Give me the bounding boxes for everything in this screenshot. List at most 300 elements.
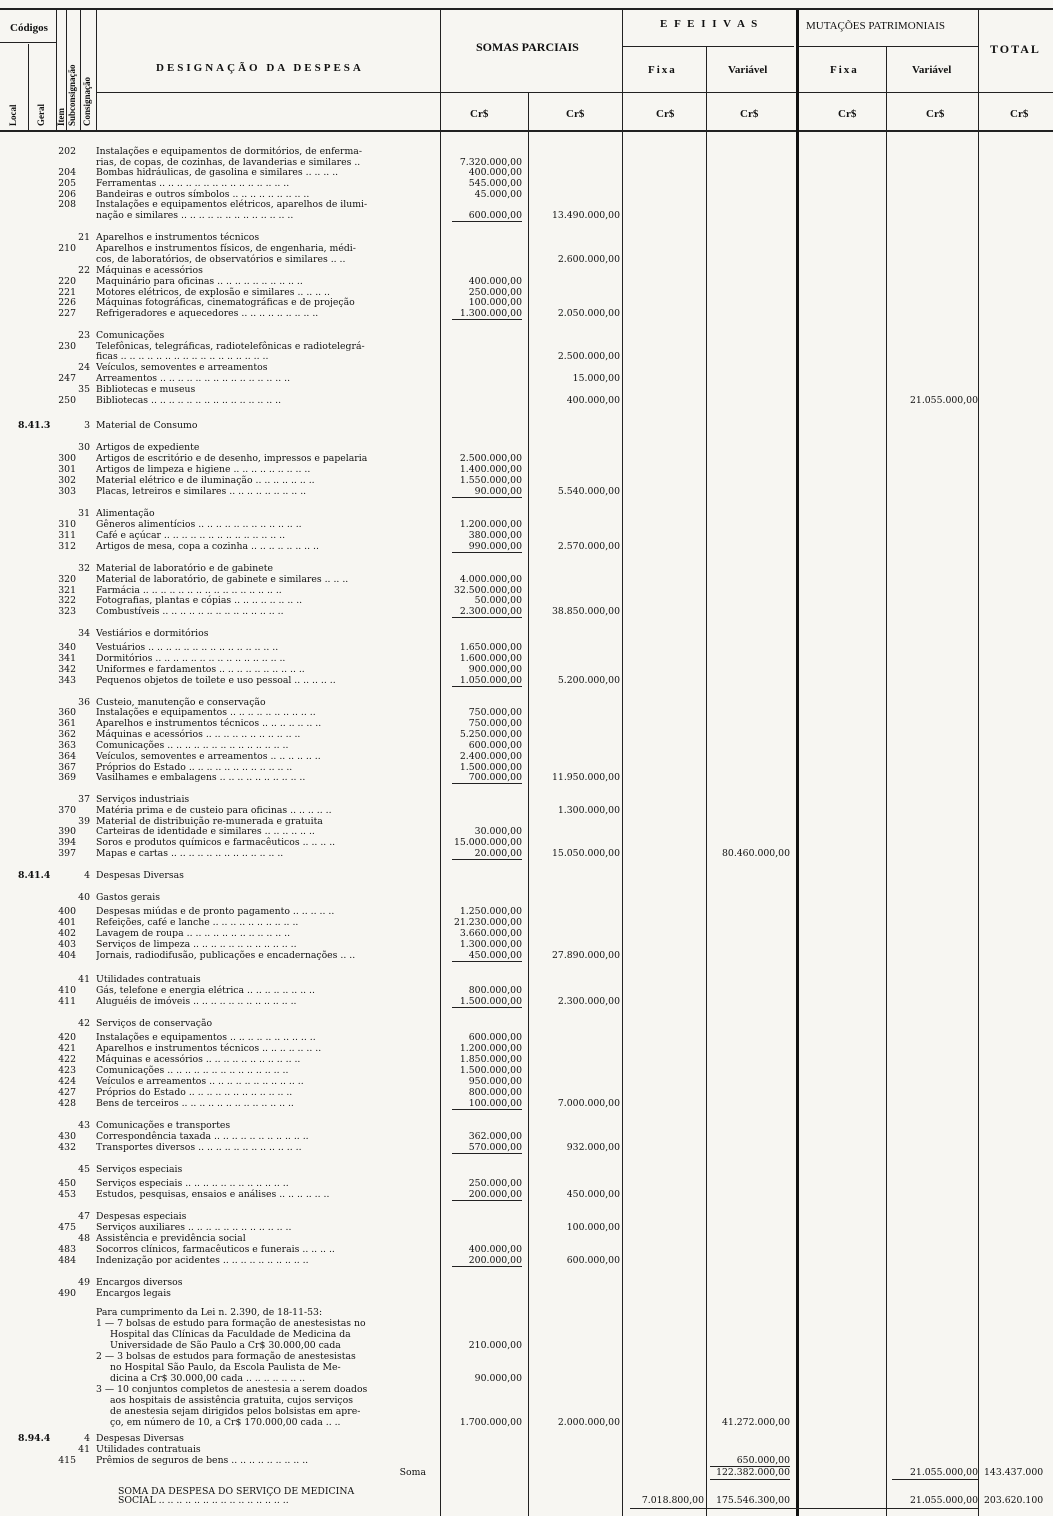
expense-description: Artigos de escritório e de desenho, impressos e papelaria xyxy=(96,453,368,464)
local-code: 8.94.4 xyxy=(18,1433,51,1444)
item-code: 400 xyxy=(58,906,76,917)
item-code: 311 xyxy=(58,530,76,541)
item-code: 226 xyxy=(58,297,76,308)
efetivas-variavel-value: 41.272.000,00 xyxy=(721,1417,790,1428)
partial-sum-1: 21.230.000,00 xyxy=(453,917,522,928)
partial-sum-1: 1.700.000,00 xyxy=(459,1417,522,1428)
item-code: 411 xyxy=(58,996,76,1007)
unit-label: Cr$ xyxy=(740,108,759,120)
group-code: 4 xyxy=(84,870,90,881)
expense-description: Máquinas e acessórios xyxy=(96,265,203,276)
expense-description: Refeições, café e lanche .. .. .. .. .. .. .. .. .. .. xyxy=(96,917,299,928)
item-code: 453 xyxy=(58,1189,76,1200)
group-code: 39 xyxy=(78,816,90,827)
fixa-efetivas: Fixa xyxy=(648,64,677,76)
expense-description: Telefônicas, telegráficas, radiotelefônicas e radiotelegrá- xyxy=(96,341,365,352)
partial-sum-1: 2.500.000,00 xyxy=(459,453,522,464)
item-code: 484 xyxy=(58,1255,76,1266)
partial-sum-1: 1.400.000,00 xyxy=(459,464,522,475)
col-line-desig xyxy=(96,10,97,130)
expense-description: Despesas especiais xyxy=(96,1211,187,1222)
local-code: 8.41.4 xyxy=(18,870,51,881)
unit-label: Cr$ xyxy=(926,108,945,120)
expense-description: Mapas e cartas .. .. .. .. .. .. .. .. .. .. .. .. .. xyxy=(96,848,284,859)
expense-description: Refrigeradores e aquecedores .. .. .. .. .. .. .. .. .. xyxy=(96,308,319,319)
somas-header: SOMAS PARCIAIS xyxy=(476,40,579,54)
partial-sum-2: 15.000,00 xyxy=(572,373,620,384)
partial-sum-1: 1.650.000,00 xyxy=(459,642,522,653)
partial-sum-1: 4.000.000,00 xyxy=(459,574,522,585)
soma-total: 143.437.000 xyxy=(984,1467,1044,1478)
group-code: 43 xyxy=(78,1120,90,1131)
item-code: 202 xyxy=(58,146,76,157)
expense-description: Veículos e arreamentos .. .. .. .. .. .. .. .. .. .. .. xyxy=(96,1076,304,1087)
expense-description: Aluguéis de imóveis .. .. .. .. .. .. .. .. .. .. .. .. xyxy=(96,996,297,1007)
code-col-cons: Consignação xyxy=(82,76,92,126)
expense-description: Transportes diversos .. .. .. .. .. .. .. .. .. .. .. .. xyxy=(96,1142,302,1153)
item-code: 424 xyxy=(58,1076,76,1087)
item-code: 340 xyxy=(58,642,76,653)
group-code: 48 xyxy=(78,1233,90,1244)
partial-sum-1: 400.000,00 xyxy=(468,276,522,287)
fixa-mutacoes: Fixa xyxy=(830,64,859,76)
item-code: 206 xyxy=(58,189,76,200)
item-code: 250 xyxy=(58,395,76,406)
expense-description: Alimentação xyxy=(96,508,155,519)
expense-description: Estudos, pesquisas, ensaios e análises .. .. .. .. .. .. xyxy=(96,1189,330,1200)
subtotal-rule xyxy=(452,319,522,320)
item-code: 343 xyxy=(58,675,76,686)
partial-sum-1: 250.000,00 xyxy=(468,1178,522,1189)
expense-description: Encargos diversos xyxy=(96,1277,183,1288)
col-line-mutacoes-var xyxy=(886,46,887,1516)
item-code: 422 xyxy=(58,1054,76,1065)
partial-sum-2: 2.570.000,00 xyxy=(557,541,620,552)
partial-sum-2: 2.000.000,00 xyxy=(557,1417,620,1428)
partial-sum-1: 600.000,00 xyxy=(468,210,522,221)
group-code: 3 xyxy=(84,420,90,431)
expense-description: Uniformes e fardamentos .. .. .. .. .. .. .. .. .. .. xyxy=(96,664,305,675)
subtotal-rule xyxy=(452,497,522,498)
expense-description: Material elétrico e de iluminação .. .. .. .. .. .. .. xyxy=(96,475,315,486)
item-code: 302 xyxy=(58,475,76,486)
subtotal-rule xyxy=(452,859,522,860)
partial-sum-1: 1.200.000,00 xyxy=(459,1043,522,1054)
expense-description: Motores elétricos, de explosão e similares .. .. .. .. xyxy=(96,287,330,298)
partial-sum-1: 20.000,00 xyxy=(474,848,522,859)
final-title-2: SOCIAL .. .. .. .. .. .. .. .. .. .. .. .. .. .. .. xyxy=(118,1495,289,1506)
header-rule-mutacoes xyxy=(798,46,978,47)
expense-description: Serviços industriais xyxy=(96,794,190,805)
local-code: 8.41.3 xyxy=(18,420,51,431)
partial-sum-1: 1.300.000,00 xyxy=(459,308,522,319)
item-code: 342 xyxy=(58,664,76,675)
group-code: 47 xyxy=(78,1211,90,1222)
partial-sum-1: 200.000,00 xyxy=(468,1255,522,1266)
partial-sum-1: 362.000,00 xyxy=(468,1131,522,1142)
item-code: 420 xyxy=(58,1032,76,1043)
expense-description: Máquinas e acessórios .. .. .. .. .. .. .. .. .. .. .. xyxy=(96,1054,301,1065)
expense-description: Dormitórios .. .. .. .. .. .. .. .. .. .. .. .. .. .. .. xyxy=(96,653,286,664)
expense-description: Comunicações .. .. .. .. .. .. .. .. .. .. .. .. .. .. xyxy=(96,1065,289,1076)
expense-description: aos hospitais de assistência gratuita, cujos serviços xyxy=(110,1395,354,1406)
partial-sum-1: 2.400.000,00 xyxy=(459,751,522,762)
partial-sum-1: 15.000.000,00 xyxy=(453,837,522,848)
item-code: 361 xyxy=(58,718,76,729)
item-code: 402 xyxy=(58,928,76,939)
expense-description: cos, de laboratórios, de observatórios e similares .. .. xyxy=(96,254,346,265)
efetivas-header: E F E I I V A S xyxy=(660,18,760,30)
partial-sum-2: 7.000.000,00 xyxy=(557,1098,620,1109)
partial-sum-2: 11.950.000,00 xyxy=(551,772,620,783)
partial-sum-2: 2.300.000,00 xyxy=(557,996,620,1007)
expense-description: Encargos legais xyxy=(96,1288,171,1299)
item-code: 341 xyxy=(58,653,76,664)
expense-description: Aparelhos e instrumentos físicos, de engenharia, médi- xyxy=(96,243,356,254)
header-bottom-rule xyxy=(0,130,1053,132)
expense-description: Bombas hidráulicas, de gasolina e similares .. .. .. .. xyxy=(96,167,339,178)
partial-sum-1: 570.000,00 xyxy=(468,1142,522,1153)
item-code: 360 xyxy=(58,707,76,718)
partial-sum-1: 7.320.000,00 xyxy=(459,157,522,168)
expense-description: 2 — 3 bolsas de estudos para formação de anestesistas xyxy=(96,1351,356,1362)
partial-sum-1: 990.000,00 xyxy=(468,541,522,552)
partial-sum-2: 38.850.000,00 xyxy=(551,606,620,617)
item-code: 397 xyxy=(58,848,76,859)
partial-sum-1: 250.000,00 xyxy=(468,287,522,298)
item-code: 432 xyxy=(58,1142,76,1153)
item-code: 321 xyxy=(58,585,76,596)
expense-description: Utilidades contratuais xyxy=(96,974,201,985)
partial-sum-1: 750.000,00 xyxy=(468,718,522,729)
expense-description: Próprios do Estado .. .. .. .. .. .. .. .. .. .. .. .. xyxy=(96,762,293,773)
expense-description: Maquinário para oficinas .. .. .. .. .. .. .. .. .. .. xyxy=(96,276,303,287)
partial-sum-1: 2.300.000,00 xyxy=(459,606,522,617)
partial-sum-1: 5.250.000,00 xyxy=(459,729,522,740)
top-rule xyxy=(0,8,1053,10)
col-line-subcons xyxy=(80,10,81,130)
unit-label: Cr$ xyxy=(656,108,675,120)
partial-sum-2: 600.000,00 xyxy=(566,1255,620,1266)
group-code: 21 xyxy=(78,232,90,243)
partial-sum-2: 450.000,00 xyxy=(566,1189,620,1200)
partial-sum-1: 900.000,00 xyxy=(468,664,522,675)
partial-sum-2: 1.300.000,00 xyxy=(557,805,620,816)
subtotal-rule xyxy=(452,552,522,553)
partial-sum-2: 2.500.000,00 xyxy=(557,351,620,362)
partial-sum-2: 100.000,00 xyxy=(566,1222,620,1233)
expense-description: Farmácia .. .. .. .. .. .. .. .. .. .. .. .. .. .. .. .. xyxy=(96,585,282,596)
expense-description: Instalações e equipamentos .. .. .. .. .. .. .. .. .. .. xyxy=(96,707,316,718)
item-code: 415 xyxy=(58,1455,76,1466)
expense-description: Hospital das Clínicas da Faculdade de Medicina da xyxy=(110,1329,351,1340)
code-col-subcons: Subconsignação xyxy=(67,64,77,126)
expense-description: Serviços especiais .. .. .. .. .. .. .. .. .. .. .. .. xyxy=(96,1178,289,1189)
subtotal-rule xyxy=(452,1153,522,1154)
subtotal-rule xyxy=(452,961,522,962)
expense-description: Universidade de São Paulo a Cr$ 30.000,00 cada xyxy=(110,1340,341,1351)
expense-description: Artigos de expediente xyxy=(96,442,200,453)
subtotal-rule xyxy=(452,617,522,618)
expense-description: ficas .. .. .. .. .. .. .. .. .. .. .. .. .. .. .. .. .. xyxy=(96,351,269,362)
expense-description: Bens de terceiros .. .. .. .. .. .. .. .. .. .. .. .. .. xyxy=(96,1098,294,1109)
expense-description: no Hospital São Paulo, da Escola Paulista de Me- xyxy=(110,1362,341,1373)
expense-description: Fotografias, plantas e cópias .. .. .. .. .. .. .. .. xyxy=(96,595,303,606)
item-code: 312 xyxy=(58,541,76,552)
expense-description: de anestesia sejam dirigidos pelos bolsistas em apre- xyxy=(110,1406,361,1417)
expense-description: Arreamentos .. .. .. .. .. .. .. .. .. .. .. .. .. .. .. xyxy=(96,373,291,384)
partial-sum-1: 700.000,00 xyxy=(468,772,522,783)
expense-description: Veículos, semoventes e arreamentos xyxy=(96,362,268,373)
expense-description: Carteiras de identidade e similares .. .. .. .. .. .. xyxy=(96,826,315,837)
group-code: 41 xyxy=(78,1444,90,1455)
item-code: 410 xyxy=(58,985,76,996)
expense-description: Pequenos objetos de toilete e uso pessoal .. .. .. .. .. xyxy=(96,675,336,686)
unit-label: Cr$ xyxy=(1010,108,1029,120)
item-code: 390 xyxy=(58,826,76,837)
expense-description: Máquinas fotográficas, cinematográficas e de projeção xyxy=(96,297,355,308)
item-code: 363 xyxy=(58,740,76,751)
final-rule xyxy=(630,1508,978,1509)
item-code: 367 xyxy=(58,762,76,773)
expense-description: 1 — 7 bolsas de estudo para formação de anestesistas no xyxy=(96,1318,366,1329)
expense-description: Para cumprimento da Lei n. 2.390, de 18-11-53: xyxy=(96,1307,323,1318)
col-line-efetivas-var xyxy=(706,46,707,1516)
subtotal-rule xyxy=(452,686,522,687)
item-code: 362 xyxy=(58,729,76,740)
item-code: 210 xyxy=(58,243,76,254)
item-code: 204 xyxy=(58,167,76,178)
expense-description: Veículos, semoventes e arreamentos .. .. .. .. .. .. xyxy=(96,751,321,762)
item-code: 475 xyxy=(58,1222,76,1233)
item-code: 230 xyxy=(58,341,76,352)
item-code: 247 xyxy=(58,373,76,384)
expense-description: Lavagem de roupa .. .. .. .. .. .. .. .. .. .. .. .. xyxy=(96,928,291,939)
expense-description: Utilidades contratuais xyxy=(96,1444,201,1455)
partial-sum-1: 1.250.000,00 xyxy=(459,906,522,917)
designacao-header: DESIGNAÇÃO DA DESPESA xyxy=(156,62,364,74)
expense-description: Material de Consumo xyxy=(96,420,198,431)
partial-sum-1: 750.000,00 xyxy=(468,707,522,718)
subtotal-rule xyxy=(452,221,522,222)
expense-description: Despesas Diversas xyxy=(96,1433,184,1444)
header-rule-desig xyxy=(96,92,440,93)
partial-sum-1: 450.000,00 xyxy=(468,950,522,961)
subtotal-rule xyxy=(452,1109,522,1110)
expense-description: Vestuários .. .. .. .. .. .. .. .. .. .. .. .. .. .. .. xyxy=(96,642,279,653)
partial-sum-1: 1.850.000,00 xyxy=(459,1054,522,1065)
expense-description: Correspondência taxada .. .. .. .. .. .. .. .. .. .. .. xyxy=(96,1131,309,1142)
partial-sum-1: 1.300.000,00 xyxy=(459,939,522,950)
codigos-label: Códigos xyxy=(10,22,48,34)
expense-description: ço, em número de 10, a Cr$ 170.000,00 cada .. .. xyxy=(110,1417,341,1428)
partial-sum-1: 3.660.000,00 xyxy=(459,928,522,939)
partial-sum-1: 1.500.000,00 xyxy=(459,996,522,1007)
expense-description: Instalações e equipamentos elétricos, aparelhos de ilumi- xyxy=(96,199,368,210)
mutacoes-header: MUTAÇÕES PATRIMONIAIS xyxy=(806,20,945,32)
partial-sum-2: 5.540.000,00 xyxy=(557,486,620,497)
expense-description: Gêneros alimentícios .. .. .. .. .. .. .. .. .. .. .. .. xyxy=(96,519,302,530)
expense-description: Despesas miúdas e de pronto pagamento .. .. .. .. .. xyxy=(96,906,335,917)
expense-description: Serviços especiais xyxy=(96,1164,183,1175)
col-line-local xyxy=(28,44,29,130)
item-code: 404 xyxy=(58,950,76,961)
efetivas-variavel-value: 80.460.000,00 xyxy=(721,848,790,859)
partial-sum-1: 90.000,00 xyxy=(474,1373,522,1384)
group-code: 24 xyxy=(78,362,90,373)
partial-sum-1: 1.050.000,00 xyxy=(459,675,522,686)
item-code: 310 xyxy=(58,519,76,530)
partial-sum-1: 32.500.000,00 xyxy=(453,585,522,596)
partial-sum-2: 932.000,00 xyxy=(566,1142,620,1153)
expense-description: Máquinas e acessórios .. .. .. .. .. .. .. .. .. .. .. xyxy=(96,729,301,740)
final-efetivas-fixa: 7.018.800,00 xyxy=(641,1495,704,1506)
item-code: 205 xyxy=(58,178,76,189)
expense-description: nação e similares .. .. .. .. .. .. .. .. .. .. .. .. .. xyxy=(96,210,294,221)
group-code: 36 xyxy=(78,697,90,708)
expense-description: 3 — 10 conjuntos completos de anestesia a serem doados xyxy=(96,1384,368,1395)
group-code: 32 xyxy=(78,563,90,574)
item-code: 423 xyxy=(58,1065,76,1076)
subtotal-rule xyxy=(452,1200,522,1201)
soma-mutacoes-variavel: 21.055.000,00 xyxy=(909,1467,978,1478)
expense-description: Artigos de limpeza e higiene .. .. .. .. .. .. .. .. .. xyxy=(96,464,311,475)
partial-sum-2: 2.600.000,00 xyxy=(557,254,620,265)
partial-sum-1: 200.000,00 xyxy=(468,1189,522,1200)
unit-label: Cr$ xyxy=(470,108,489,120)
expense-description: Serviços de conservação xyxy=(96,1018,213,1029)
expense-description: Comunicações e transportes xyxy=(96,1120,231,1131)
partial-sum-2: 13.490.000,00 xyxy=(551,210,620,221)
header-mid-rule xyxy=(0,42,56,43)
expense-description: Prêmios de seguros de bens .. .. .. .. .. .. .. .. .. xyxy=(96,1455,309,1466)
item-code: 227 xyxy=(58,308,76,319)
item-code: 300 xyxy=(58,453,76,464)
expense-description: Gás, telefone e energia elétrica .. .. .. .. .. .. .. .. xyxy=(96,985,315,996)
group-code: 40 xyxy=(78,892,90,903)
partial-sum-2: 400.000,00 xyxy=(566,395,620,406)
item-code: 323 xyxy=(58,606,76,617)
partial-sum-1: 100.000,00 xyxy=(468,1098,522,1109)
group-code: 31 xyxy=(78,508,90,519)
soma-label: Soma xyxy=(399,1467,426,1478)
code-col-local: Local xyxy=(8,104,18,126)
partial-sum-1: 800.000,00 xyxy=(468,985,522,996)
partial-sum-1: 45.000,00 xyxy=(474,189,522,200)
final-efetivas-variavel: 175.546.300,00 xyxy=(716,1495,790,1506)
expense-description: Ferramentas .. .. .. .. .. .. .. .. .. .. .. .. .. .. .. xyxy=(96,178,290,189)
item-code: 322 xyxy=(58,595,76,606)
item-code: 401 xyxy=(58,917,76,928)
partial-sum-1: 400.000,00 xyxy=(468,167,522,178)
group-code: 34 xyxy=(78,628,90,639)
expense-description: Serviços de limpeza .. .. .. .. .. .. .. .. .. .. .. .. xyxy=(96,939,297,950)
item-code: 221 xyxy=(58,287,76,298)
expense-description: Soros e produtos químicos e farmacêuticos .. .. .. .. xyxy=(96,837,336,848)
partial-sum-1: 30.000,00 xyxy=(474,826,522,837)
group-code: 42 xyxy=(78,1018,90,1029)
col-line-mutacoes xyxy=(796,10,799,1516)
code-col-item: Item xyxy=(56,108,66,126)
group-code: 30 xyxy=(78,442,90,453)
partial-sum-1: 1.550.000,00 xyxy=(459,475,522,486)
expense-description: Bandeiras e outros símbolos .. .. .. .. .. .. .. .. .. xyxy=(96,189,310,200)
partial-sum-1: 600.000,00 xyxy=(468,740,522,751)
expense-description: Serviços auxiliares .. .. .. .. .. .. .. .. .. .. .. .. xyxy=(96,1222,292,1233)
col-line-somas2 xyxy=(528,92,529,1516)
partial-sum-1: 600.000,00 xyxy=(468,1032,522,1043)
expense-description: Combustíveis .. .. .. .. .. .. .. .. .. .. .. .. .. .. xyxy=(96,606,284,617)
partial-sum-1: 800.000,00 xyxy=(468,1087,522,1098)
expense-description: Vasilhames e embalagens .. .. .. .. .. .. .. .. .. .. xyxy=(96,772,306,783)
partial-sum-1: 950.000,00 xyxy=(468,1076,522,1087)
item-code: 303 xyxy=(58,486,76,497)
group-code: 45 xyxy=(78,1164,90,1175)
partial-sum-2: 5.200.000,00 xyxy=(557,675,620,686)
mutacoes-variavel-value: 21.055.000,00 xyxy=(909,395,978,406)
item-code: 394 xyxy=(58,837,76,848)
header-rule-units xyxy=(440,92,1053,93)
final-title: SOMA DA DESPESA DO SERVIÇO DE MEDICINA xyxy=(118,1486,355,1497)
item-code: 430 xyxy=(58,1131,76,1142)
group-code: 23 xyxy=(78,330,90,341)
group-code: 35 xyxy=(78,384,90,395)
unit-label: Cr$ xyxy=(566,108,585,120)
item-code: 320 xyxy=(58,574,76,585)
header-rule-efetivas xyxy=(622,46,794,47)
soma-rule xyxy=(710,1479,790,1480)
partial-sum-1: 90.000,00 xyxy=(474,486,522,497)
expense-description: Comunicações .. .. .. .. .. .. .. .. .. .. .. .. .. .. xyxy=(96,740,289,751)
partial-sum-1: 1.500.000,00 xyxy=(459,1065,522,1076)
item-code: 301 xyxy=(58,464,76,475)
expense-description: Custeio, manutenção e conservação xyxy=(96,697,266,708)
expense-description: Aparelhos e instrumentos técnicos .. .. .. .. .. .. .. xyxy=(96,718,322,729)
group-code: 37 xyxy=(78,794,90,805)
expense-description: Placas, letreiros e similares .. .. .. .. .. .. .. .. .. xyxy=(96,486,307,497)
item-code: 364 xyxy=(58,751,76,762)
col-line-efetivas xyxy=(622,10,623,1516)
expense-description: dicina a Cr$ 30.000,00 cada .. .. .. .. .. .. .. xyxy=(110,1373,306,1384)
item-code: 483 xyxy=(58,1244,76,1255)
expense-description: Artigos de mesa, copa a cozinha .. .. .. .. .. .. .. .. xyxy=(96,541,319,552)
col-line-total xyxy=(978,10,979,1516)
expense-description: Jornais, radiodifusão, publicações e encadernações .. .. xyxy=(96,950,356,961)
partial-sum-1: 1.200.000,00 xyxy=(459,519,522,530)
soma-rule-mp xyxy=(892,1479,978,1480)
group-code: 41 xyxy=(78,974,90,985)
item-code: 403 xyxy=(58,939,76,950)
partial-sum-2: 15.050.000,00 xyxy=(551,848,620,859)
soma-efetivas-variavel: 122.382.000,00 xyxy=(716,1467,790,1478)
expense-description: Aparelhos e instrumentos técnicos .. .. .. .. .. .. .. xyxy=(96,1043,322,1054)
item-code: 208 xyxy=(58,199,76,210)
item-code: 421 xyxy=(58,1043,76,1054)
expense-description: Bibliotecas .. .. .. .. .. .. .. .. .. .. .. .. .. .. .. xyxy=(96,395,282,406)
group-code: 22 xyxy=(78,265,90,276)
partial-sum-1: 100.000,00 xyxy=(468,297,522,308)
expense-description: Instalações e equipamentos de dormitórios, de enferma- xyxy=(96,146,362,157)
total-header: TOTAL xyxy=(990,42,1041,56)
expense-description: Matéria prima e de custeio para oficinas .. .. .. .. .. xyxy=(96,805,332,816)
partial-sum-2: 27.890.000,00 xyxy=(551,950,620,961)
expense-description: Aparelhos e instrumentos técnicos xyxy=(96,232,260,243)
expense-description: Bibliotecas e museus xyxy=(96,384,196,395)
subtotal-rule xyxy=(452,1266,522,1267)
partial-sum-1: 400.000,00 xyxy=(468,1244,522,1255)
item-code: 427 xyxy=(58,1087,76,1098)
expense-description: Material de distribuição re-munerada e gratuita xyxy=(96,816,323,827)
